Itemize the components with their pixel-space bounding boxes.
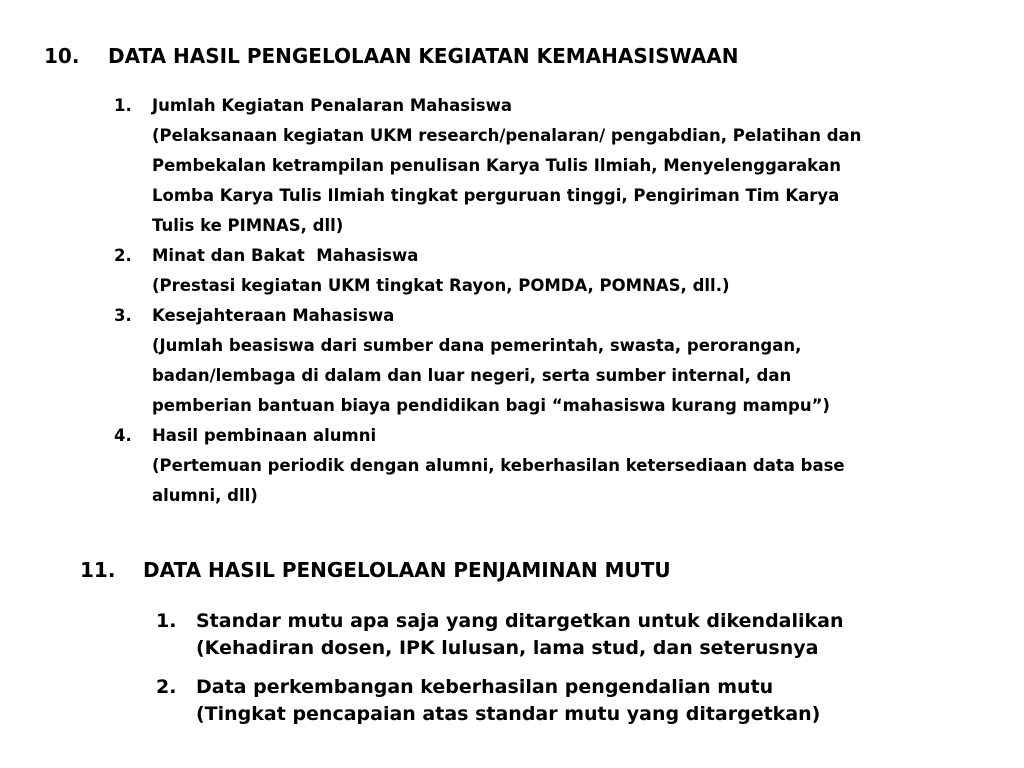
s10-item-3-desc-line: (Jumlah beasiswa dari sumber dana pemerintah, swasta, perorangan,	[152, 336, 802, 355]
s11-item-2-title: Data perkembangan keberhasilan pengendalian mutu	[196, 676, 774, 698]
s10-item-3-title: Kesejahteraan Mahasiswa	[152, 306, 395, 325]
section-10-title: DATA HASIL PENGELOLAAN KEGIATAN KEMAHASISWAAN	[108, 44, 739, 68]
s11-item-1-title: Standar mutu apa saja yang ditargetkan untuk dikendalikan	[196, 610, 844, 632]
s10-item-4-desc-line: alumni, dll)	[152, 486, 258, 505]
s10-item-1-desc-line: Lomba Karya Tulis Ilmiah tingkat perguruan tinggi, Pengiriman Tim Karya	[152, 186, 840, 205]
s10-item-4-desc-line: (Pertemuan periodik dengan alumni, keberhasilan ketersediaan data base	[152, 456, 845, 475]
s10-item-4-number: 4.	[114, 426, 132, 445]
s10-item-1-number: 1.	[114, 96, 132, 115]
s10-item-1-desc-line: Pembekalan ketrampilan penulisan Karya Tulis Ilmiah, Menyelenggarakan	[152, 156, 842, 175]
section-11-number: 11.	[80, 558, 116, 582]
s11-item-2-number: 2.	[156, 676, 177, 698]
s10-item-3-desc-line: pemberian bantuan biaya pendidikan bagi “mahasiswa kurang mampu”)	[152, 396, 830, 415]
s11-item-1-desc: (Kehadiran dosen, IPK lulusan, lama stud, dan seterusnya	[196, 637, 819, 659]
s10-item-2-number: 2.	[114, 246, 132, 265]
section-11-title: DATA HASIL PENGELOLAAN PENJAMINAN MUTU	[143, 558, 671, 582]
s10-item-2-desc-line: (Prestasi kegiatan UKM tingkat Rayon, POMDA, POMNAS, dll.)	[152, 276, 730, 295]
s10-item-1-desc-line: Tulis ke PIMNAS, dll)	[152, 216, 344, 235]
s10-item-1-title: Jumlah Kegiatan Penalaran Mahasiswa	[152, 96, 512, 115]
s10-item-3-number: 3.	[114, 306, 132, 325]
section-10-number: 10.	[44, 44, 80, 68]
s10-item-1-desc-line: (Pelaksanaan kegiatan UKM research/penalaran/ pengabdian, Pelatihan dan	[152, 126, 862, 145]
s10-item-3-desc-line: badan/lembaga di dalam dan luar negeri, serta sumber internal, dan	[152, 366, 792, 385]
s10-item-2-title: Minat dan Bakat Mahasiswa	[152, 246, 419, 265]
s11-item-2-desc: (Tingkat pencapaian atas standar mutu yang ditargetkan)	[196, 703, 821, 725]
s11-item-1-number: 1.	[156, 610, 177, 632]
s10-item-4-title: Hasil pembinaan alumni	[152, 426, 377, 445]
